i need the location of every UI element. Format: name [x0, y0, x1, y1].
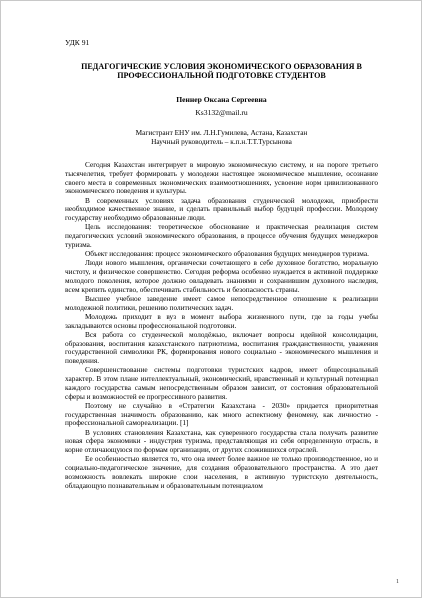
author-email: Ks3132@mail.ru	[195, 108, 248, 118]
body-paragraph: Объект исследования: процесс экономического образования будущих менеджеров туризма.	[85, 249, 369, 259]
affiliation: Магистрант ЕНУ им. Л.Н.Гумилева, Астана, Казахстан	[135, 128, 308, 138]
affiliation-block	[65, 128, 378, 146]
udk-code: УДК 91	[65, 38, 90, 47]
title-line-1: ПЕДАГОГИЧЕСКИЕ УСЛОВИЯ ЭКОНОМИЧЕСКОГО ОБРАЗОВАНИЯ В	[81, 61, 362, 71]
author-name: Пеннер Оксана Сергеевна	[176, 94, 267, 104]
supervisor: Научный руководитель – к.п.н.Т.Т.Турсынова	[151, 137, 292, 147]
body-paragraph: Вся работа со студенческой молодёжью, включает вопросы идейной консолидации, образования, воспитания казахстанского патриотизма, воспитания гражданственности, уважения государственной символики РК, формирования нового социально - экономического мышления и поведения.	[65, 329, 378, 366]
body-paragraph: Поэтому не случайно в «Стратегии Казахстана - 2030» придается приоритетная государственная значимость образованию, как много аспектному феномену, как личностно - профессиональной самореализации. [1]	[65, 400, 378, 428]
body-paragraph: В современных условиях задача образования студенческой молодежи, приобрести необходимое качественное знание, и сделать правильный выбор будущей профессии. Молодому государству необходимо образованные люди.	[65, 195, 378, 223]
body-paragraph: Молодежь приходит в вуз в момент выбора жизненного пути, где за годы учебы закладываются основы профессиональной подготовки.	[65, 311, 378, 330]
body-paragraph: В условиях становления Казахстана, как суверенного государства стала получать развитие новая сфера экономики - индустрия туризма, представляющая из себя определенную отрасль, в корне отличающуюся по формам организации, от других сложившихся отраслей.	[65, 427, 378, 455]
article-title	[65, 62, 378, 81]
page-content	[65, 39, 378, 491]
article-body	[65, 161, 378, 490]
body-paragraph: Цель исследования: теоретическое обоснование и практическая реализация систем педагогических условий экономического образования, в процессе обучения будущих менеджеров туризма.	[65, 222, 378, 249]
body-paragraph: Люди нового мышления, органически сочетающего в себе духовное богатство, моральную чистоту, и физическое совершенство. Сегодня реформа особенно нуждается в активной поддержке молодого поколения, которое должно овладевать знаниями и сохранившим духовного наследия, всем крепить единство, обеспечивать стабильность и безопасность страны.	[65, 258, 378, 294]
title-line-2: ПРОФЕССИОНАЛЬНОЙ ПОДГОТОВКЕ СТУДЕНТОВ	[117, 71, 326, 81]
body-paragraph: Сегодня Казахстан интегрирует в мировую экономическую систему, и на пороге третьего тысячелетия, требует формировать у молодежи настоящее экономическое мышление, осознание своего места в современных экономических взаимоотношениях, усвоение норм цивилизованного экономического поведения и культуры.	[65, 160, 378, 196]
body-paragraph: Ее особенностью является то, что она имеет более важное не только производственное, но и социально-педагогическое значение, для создания образовательного пространства. А это дает возможность вовлекать широкие слои населения, в активную туристскую деятельность, обладающую познавательным и образовательным потенциалом	[65, 454, 378, 490]
page-number: 1	[396, 579, 399, 585]
body-paragraph: Высшее учебное заведение имеет самое непосредственное отношение к реализации молодежной политики, решению политических задач.	[65, 293, 378, 312]
body-paragraph: Совершенствование системы подготовки туристских кадров, имеет общесоциальный характер. В этом плане интеллектуальный, экономический, нравственный и культурный потенциал каждого государства самым непосредственным образом зависит, от состояния образовательной сферы и возможностей ее прогрессивного развития.	[65, 365, 378, 401]
